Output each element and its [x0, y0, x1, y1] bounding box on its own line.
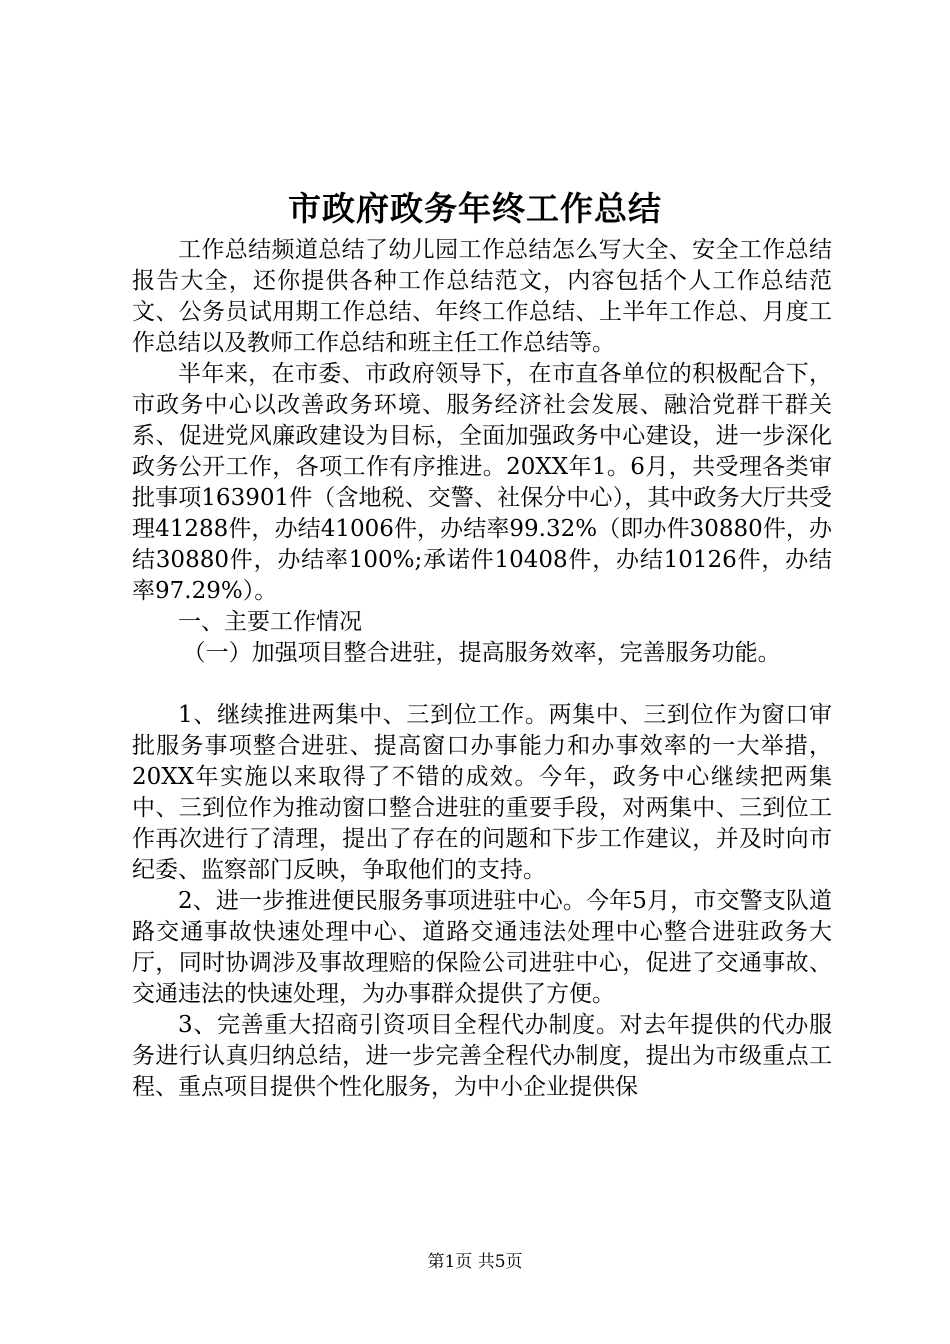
paragraph-item-3: 3、完善重大招商引资项目全程代办制度。对去年提供的代办服务进行认真归纳总结，进一步完善全程代办制度，提出为市级重点工程、重点项目提供个性化服务，为中小企业提供保 — [132, 1012, 832, 1100]
document-body — [132, 235, 832, 1103]
paragraph-summary: 半年来，在市委、市政府领导下，在市直各单位的积极配合下，市政务中心以改善政务环境、服务经济社会发展、融洽党群干群关系、促进党风廉政建设为目标，全面加强政务中心建设，进一步深化政务公开工作，各项工作有序推进。20XX年1。6月，共受理各类审批事项163901件（含地税、交警、社保分中心），其中政务大厅共受理41288件，办结41006件，办结率99.32%（即办件30880件，办结30880件，办结率100%;承诺件10408件，办结10126件，办结率97.29%）。 — [132, 361, 832, 604]
paragraph-item-1: 1、继续推进两集中、三到位工作。两集中、三到位作为窗口审批服务事项整合进驻、提高窗口办事能力和办事效率的一大举措，20XX年实施以来取得了不错的成效。今年，政务中心继续把两集中、三到位作为推动窗口整合进驻的重要手段，对两集中、三到位工作再次进行了清理，提出了存在的问题和下步工作建议，并及时向市纪委、监察部门反映，争取他们的支持。 — [132, 702, 832, 883]
paragraph-item-2: 2、进一步推进便民服务事项进驻中心。今年5月，市交警支队道路交通事故快速处理中心、道路交通违法处理中心整合进驻政务大厅，同时协调涉及事故理赔的保险公司进驻中心，促进了交通事故、交通违法的快速处理，为办事群众提供了方便。 — [132, 888, 832, 1007]
page-footer: 第1页 共5页 — [427, 1252, 523, 1272]
document-title: 市政府政务年终工作总结 — [288, 189, 662, 228]
subsection-heading: （一）加强项目整合进驻，提高服务效率，完善服务功能。 — [182, 640, 781, 666]
section-heading: 一、主要工作情况 — [178, 609, 362, 635]
paragraph-intro: 工作总结频道总结了幼儿园工作总结怎么写大全、安全工作总结报告大全，还你提供各种工作总结范文，内容包括个人工作总结范文、公务员试用期工作总结、年终工作总结、上半年工作总、月度工作总结以及教师工作总结和班主任工作总结等。 — [132, 237, 832, 356]
